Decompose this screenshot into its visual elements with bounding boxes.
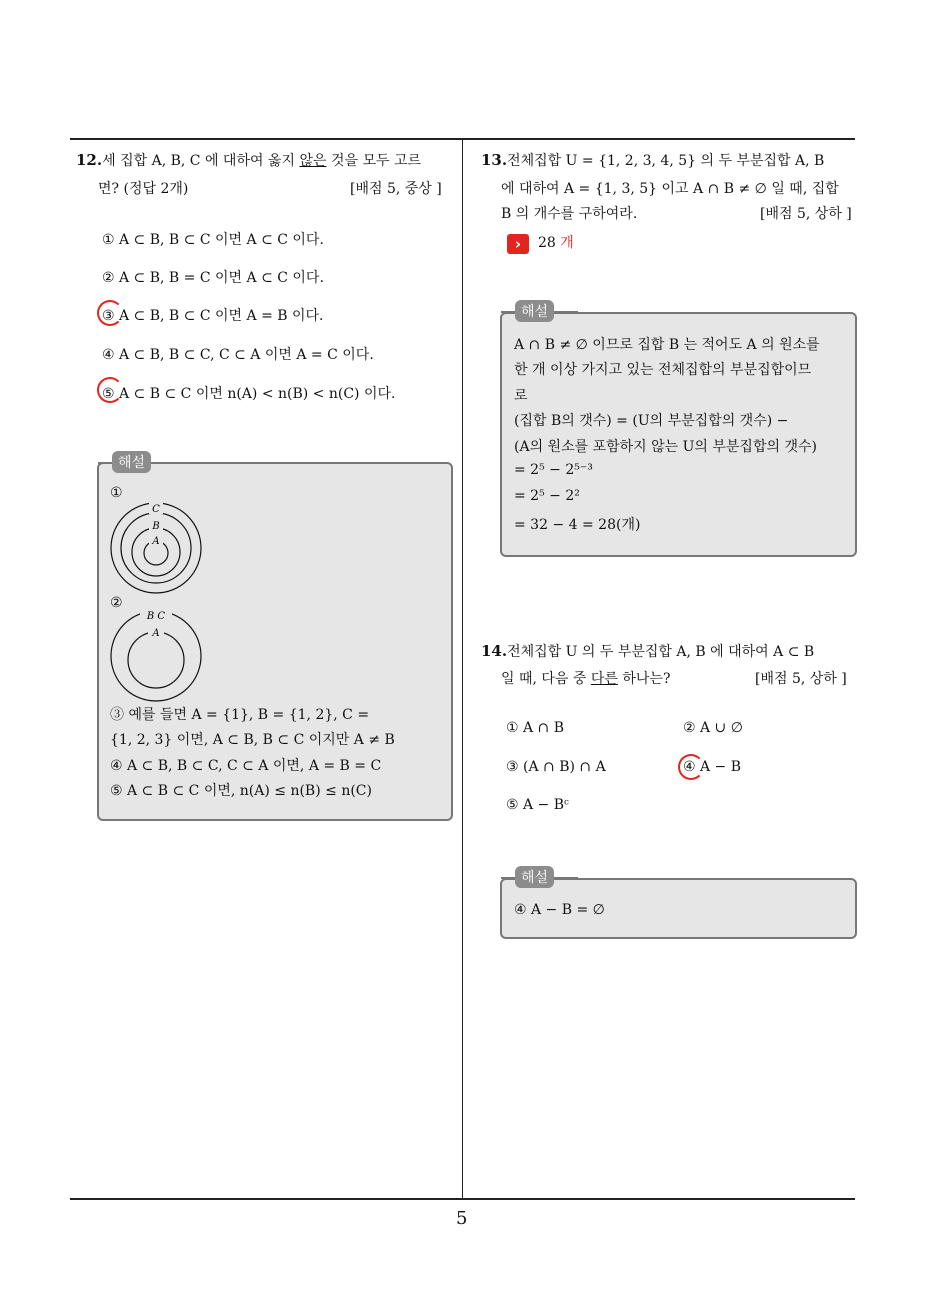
bottom-rule: [70, 1198, 855, 1200]
q12-option-5: ⑤ A ⊂ B ⊂ C 이면 n(A) < n(B) < n(C) 이다.: [102, 386, 396, 402]
q14-option-2: ② A ∪ ∅: [683, 720, 743, 736]
q14-stem-line1: 14.전체집합 U 의 두 부분집합 A, B 에 대하여 A ⊂ B: [481, 642, 815, 660]
q14-option-1: ① A ∩ B: [506, 720, 565, 736]
q12-exp-line-3b: {1, 2, 3} 이면, A ⊂ B, B ⊂ C 이지만 A ≠ B: [110, 732, 395, 748]
q13-exp-line-3: 로: [514, 388, 528, 404]
q12-option-4: ④ A ⊂ B, B ⊂ C, C ⊂ A 이면 A = C 이다.: [102, 347, 374, 363]
q13-exp-line-2: 한 개 이상 가지고 있는 전체집합의 부분집합이므: [514, 362, 812, 378]
q14-explanation-tag: 해설: [515, 866, 554, 888]
q13-exp-line-7: = 2⁵ − 2²: [514, 488, 580, 504]
q12-number: 12.: [76, 151, 103, 169]
q13-exp-line-1: A ∩ B ≠ ∅ 이므로 집합 B 는 적어도 A 의 원소를: [514, 337, 820, 353]
q12-exp-1-label: ①: [110, 485, 123, 501]
q13-exp-line-4: (집합 B의 갯수) = (U의 부분집합의 갯수) −: [514, 413, 789, 429]
q13-score: [배점 5, 상하 ]: [760, 206, 852, 222]
venn-label-bc: B C: [146, 611, 166, 622]
venn-label-b: B: [152, 521, 160, 532]
q13-explanation-tag: 해설: [515, 300, 554, 322]
q13-answer: 28 개: [538, 235, 574, 251]
q14-stem-line2: 일 때, 다음 중 다른 하나는?: [501, 671, 671, 687]
q13-stem-line2: 에 대하여 A = {1, 3, 5} 이고 A ∩ B ≠ ∅ 일 때, 집합: [501, 181, 839, 197]
q14-option-5: ⑤ A − Bᶜ: [506, 797, 569, 813]
q12-score: [배점 5, 중상 ]: [350, 181, 442, 197]
q12-exp-line-4: ④ A ⊂ B, B ⊂ C, C ⊂ A 이면, A = B = C: [110, 758, 382, 774]
venn-diagram-nested: [108, 500, 204, 596]
q12-stem-line2: 면? (정답 2개): [98, 181, 189, 197]
q13-stem-line1: 13.전체집합 U = {1, 2, 3, 4, 5} 의 두 부분집합 A, B: [481, 151, 825, 169]
q14-option-3: ③ (A ∩ B) ∩ A: [506, 759, 606, 775]
q12-exp-line-5: ⑤ A ⊂ B ⊂ C 이면, n(A) ≤ n(B) ≤ n(C): [110, 783, 372, 799]
q14-score: [배점 5, 상하 ]: [755, 671, 847, 687]
q14-option-4: ④ A − B: [683, 759, 742, 775]
q12-explanation-tag: 해설: [112, 451, 151, 473]
q13-exp-line-8: = 32 − 4 = 28(개): [514, 517, 641, 533]
q12-exp-2-label: ②: [110, 595, 123, 611]
q13-exp-line-5: (A의 원소를 포함하지 않는 U의 부분집합의 갯수): [514, 439, 817, 455]
q12-exp-line-3: ③ 예를 들면 A = {1}, B = {1, 2}, C =: [110, 707, 370, 723]
q12-stem-line1: 12.세 집합 A, B, C 에 대하여 옳지 않은 것을 모두 고르: [76, 151, 421, 169]
q14-number: 14.: [481, 642, 508, 660]
q12-option-2: ② A ⊂ B, B = C 이면 A ⊂ C 이다.: [102, 270, 324, 286]
venn-label-c: C: [152, 504, 160, 515]
q13-number: 13.: [481, 151, 508, 169]
column-divider: [462, 138, 463, 1200]
venn-label-a: A: [152, 536, 160, 547]
page-number: 5: [456, 1208, 468, 1229]
venn-label-a2: A: [152, 628, 160, 639]
answer-arrow-icon: ›: [507, 234, 529, 254]
q13-exp-line-6: = 2⁵ − 2⁵⁻³: [514, 462, 593, 478]
q13-stem-line3: B 의 개수를 구하여라.: [501, 206, 638, 222]
q14-exp-line: ④ A − B = ∅: [514, 902, 605, 918]
q12-option-3: ③ A ⊂ B, B ⊂ C 이면 A = B 이다.: [102, 308, 324, 324]
q12-option-1: ① A ⊂ B, B ⊂ C 이면 A ⊂ C 이다.: [102, 232, 324, 248]
venn-diagram-equal: [108, 608, 204, 704]
